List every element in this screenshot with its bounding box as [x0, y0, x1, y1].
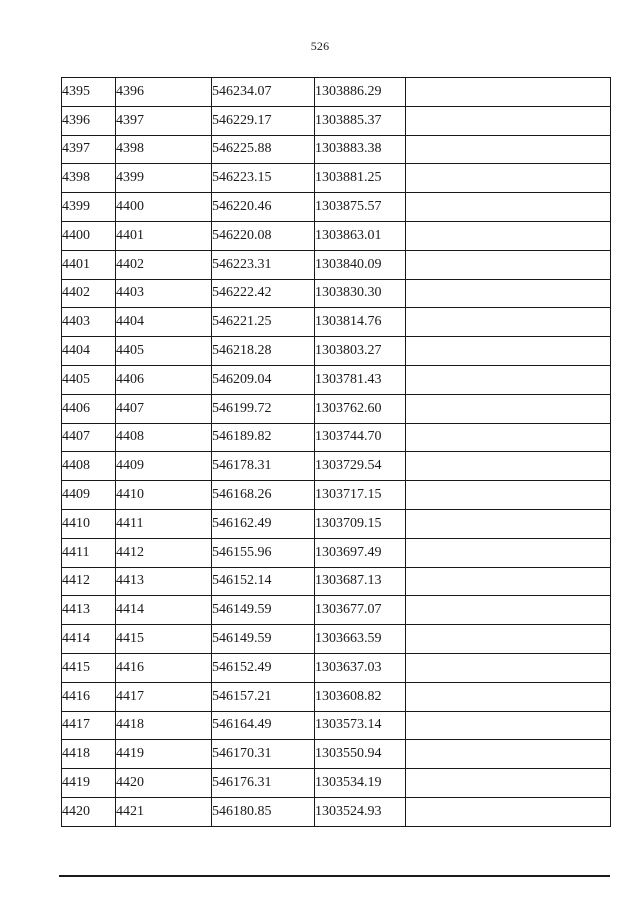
from-point-cell: 4401	[62, 250, 116, 279]
note-cell	[406, 78, 611, 107]
table-row	[62, 797, 611, 826]
to-point-cell: 4406	[116, 365, 212, 394]
from-point-cell: 4397	[62, 135, 116, 164]
note-cell	[406, 164, 611, 193]
x-coordinate-cell: 546221.25	[212, 308, 315, 337]
table-row	[62, 682, 611, 711]
y-coordinate-cell: 1303803.27	[315, 337, 406, 366]
from-point-cell: 4396	[62, 106, 116, 135]
to-point-cell: 4412	[116, 538, 212, 567]
to-point-cell: 4404	[116, 308, 212, 337]
note-cell	[406, 452, 611, 481]
x-coordinate-cell: 546152.49	[212, 653, 315, 682]
from-point-cell: 4416	[62, 682, 116, 711]
table-row	[62, 538, 611, 567]
x-coordinate-cell: 546170.31	[212, 740, 315, 769]
x-coordinate-cell: 546223.15	[212, 164, 315, 193]
note-cell	[406, 538, 611, 567]
to-point-cell: 4402	[116, 250, 212, 279]
x-coordinate-cell: 546222.42	[212, 279, 315, 308]
x-coordinate-cell: 546209.04	[212, 365, 315, 394]
x-coordinate-cell: 546162.49	[212, 509, 315, 538]
x-coordinate-cell: 546176.31	[212, 769, 315, 798]
from-point-cell: 4395	[62, 78, 116, 107]
table-row	[62, 135, 611, 164]
x-coordinate-cell: 546152.14	[212, 567, 315, 596]
page-number: 526	[310, 39, 330, 53]
x-coordinate-cell: 546220.46	[212, 193, 315, 222]
x-coordinate-cell: 546157.21	[212, 682, 315, 711]
note-cell	[406, 653, 611, 682]
from-point-cell: 4406	[62, 394, 116, 423]
y-coordinate-cell: 1303677.07	[315, 596, 406, 625]
x-coordinate-cell: 546199.72	[212, 394, 315, 423]
y-coordinate-cell: 1303762.60	[315, 394, 406, 423]
to-point-cell: 4420	[116, 769, 212, 798]
to-point-cell: 4417	[116, 682, 212, 711]
x-coordinate-cell: 546155.96	[212, 538, 315, 567]
table-row	[62, 164, 611, 193]
table-row	[62, 625, 611, 654]
y-coordinate-cell: 1303885.37	[315, 106, 406, 135]
table-row	[62, 221, 611, 250]
y-coordinate-cell: 1303744.70	[315, 423, 406, 452]
table-row	[62, 308, 611, 337]
note-cell	[406, 337, 611, 366]
x-coordinate-cell: 546234.07	[212, 78, 315, 107]
from-point-cell: 4407	[62, 423, 116, 452]
note-cell	[406, 221, 611, 250]
y-coordinate-cell: 1303524.93	[315, 797, 406, 826]
table-row	[62, 481, 611, 510]
note-cell	[406, 682, 611, 711]
table-row	[62, 365, 611, 394]
y-coordinate-cell: 1303881.25	[315, 164, 406, 193]
from-point-cell: 4417	[62, 711, 116, 740]
to-point-cell: 4418	[116, 711, 212, 740]
note-cell	[406, 567, 611, 596]
from-point-cell: 4410	[62, 509, 116, 538]
table-row	[62, 740, 611, 769]
note-cell	[406, 423, 611, 452]
to-point-cell: 4407	[116, 394, 212, 423]
x-coordinate-cell: 546229.17	[212, 106, 315, 135]
y-coordinate-cell: 1303573.14	[315, 711, 406, 740]
from-point-cell: 4412	[62, 567, 116, 596]
y-coordinate-cell: 1303534.19	[315, 769, 406, 798]
y-coordinate-cell: 1303697.49	[315, 538, 406, 567]
table-row	[62, 653, 611, 682]
table-row	[62, 394, 611, 423]
from-point-cell: 4400	[62, 221, 116, 250]
y-coordinate-cell: 1303709.15	[315, 509, 406, 538]
to-point-cell: 4411	[116, 509, 212, 538]
y-coordinate-cell: 1303840.09	[315, 250, 406, 279]
note-cell	[406, 394, 611, 423]
to-point-cell: 4414	[116, 596, 212, 625]
from-point-cell: 4398	[62, 164, 116, 193]
from-point-cell: 4404	[62, 337, 116, 366]
x-coordinate-cell: 546220.08	[212, 221, 315, 250]
coordinate-table	[61, 77, 611, 827]
note-cell	[406, 797, 611, 826]
to-point-cell: 4399	[116, 164, 212, 193]
x-coordinate-cell: 546168.26	[212, 481, 315, 510]
x-coordinate-cell: 546223.31	[212, 250, 315, 279]
table-row	[62, 78, 611, 107]
from-point-cell: 4414	[62, 625, 116, 654]
x-coordinate-cell: 546178.31	[212, 452, 315, 481]
from-point-cell: 4419	[62, 769, 116, 798]
x-coordinate-cell: 546149.59	[212, 596, 315, 625]
note-cell	[406, 106, 611, 135]
note-cell	[406, 596, 611, 625]
to-point-cell: 4408	[116, 423, 212, 452]
note-cell	[406, 193, 611, 222]
note-cell	[406, 250, 611, 279]
y-coordinate-cell: 1303637.03	[315, 653, 406, 682]
note-cell	[406, 308, 611, 337]
note-cell	[406, 481, 611, 510]
table-row	[62, 106, 611, 135]
to-point-cell: 4397	[116, 106, 212, 135]
to-point-cell: 4421	[116, 797, 212, 826]
table-row	[62, 250, 611, 279]
y-coordinate-cell: 1303550.94	[315, 740, 406, 769]
from-point-cell: 4405	[62, 365, 116, 394]
table-row	[62, 567, 611, 596]
footer-rule	[59, 875, 610, 877]
from-point-cell: 4413	[62, 596, 116, 625]
y-coordinate-cell: 1303687.13	[315, 567, 406, 596]
y-coordinate-cell: 1303717.15	[315, 481, 406, 510]
from-point-cell: 4420	[62, 797, 116, 826]
to-point-cell: 4396	[116, 78, 212, 107]
to-point-cell: 4409	[116, 452, 212, 481]
from-point-cell: 4399	[62, 193, 116, 222]
x-coordinate-cell: 546149.59	[212, 625, 315, 654]
table-row	[62, 279, 611, 308]
y-coordinate-cell: 1303663.59	[315, 625, 406, 654]
note-cell	[406, 769, 611, 798]
to-point-cell: 4400	[116, 193, 212, 222]
to-point-cell: 4413	[116, 567, 212, 596]
from-point-cell: 4408	[62, 452, 116, 481]
y-coordinate-cell: 1303886.29	[315, 78, 406, 107]
table-row	[62, 452, 611, 481]
coordinate-table-body	[62, 78, 611, 827]
from-point-cell: 4418	[62, 740, 116, 769]
to-point-cell: 4401	[116, 221, 212, 250]
to-point-cell: 4415	[116, 625, 212, 654]
y-coordinate-cell: 1303814.76	[315, 308, 406, 337]
from-point-cell: 4403	[62, 308, 116, 337]
to-point-cell: 4403	[116, 279, 212, 308]
note-cell	[406, 740, 611, 769]
y-coordinate-cell: 1303781.43	[315, 365, 406, 394]
note-cell	[406, 625, 611, 654]
from-point-cell: 4409	[62, 481, 116, 510]
from-point-cell: 4402	[62, 279, 116, 308]
y-coordinate-cell: 1303883.38	[315, 135, 406, 164]
table-row	[62, 337, 611, 366]
from-point-cell: 4411	[62, 538, 116, 567]
note-cell	[406, 135, 611, 164]
y-coordinate-cell: 1303729.54	[315, 452, 406, 481]
x-coordinate-cell: 546225.88	[212, 135, 315, 164]
y-coordinate-cell: 1303608.82	[315, 682, 406, 711]
table-row	[62, 193, 611, 222]
x-coordinate-cell: 546164.49	[212, 711, 315, 740]
note-cell	[406, 279, 611, 308]
y-coordinate-cell: 1303875.57	[315, 193, 406, 222]
note-cell	[406, 711, 611, 740]
y-coordinate-cell: 1303863.01	[315, 221, 406, 250]
to-point-cell: 4398	[116, 135, 212, 164]
x-coordinate-cell: 546180.85	[212, 797, 315, 826]
to-point-cell: 4405	[116, 337, 212, 366]
to-point-cell: 4410	[116, 481, 212, 510]
y-coordinate-cell: 1303830.30	[315, 279, 406, 308]
from-point-cell: 4415	[62, 653, 116, 682]
note-cell	[406, 365, 611, 394]
table-row	[62, 423, 611, 452]
to-point-cell: 4416	[116, 653, 212, 682]
note-cell	[406, 509, 611, 538]
x-coordinate-cell: 546218.28	[212, 337, 315, 366]
x-coordinate-cell: 546189.82	[212, 423, 315, 452]
to-point-cell: 4419	[116, 740, 212, 769]
table-row	[62, 596, 611, 625]
table-row	[62, 769, 611, 798]
table-row	[62, 509, 611, 538]
table-row	[62, 711, 611, 740]
